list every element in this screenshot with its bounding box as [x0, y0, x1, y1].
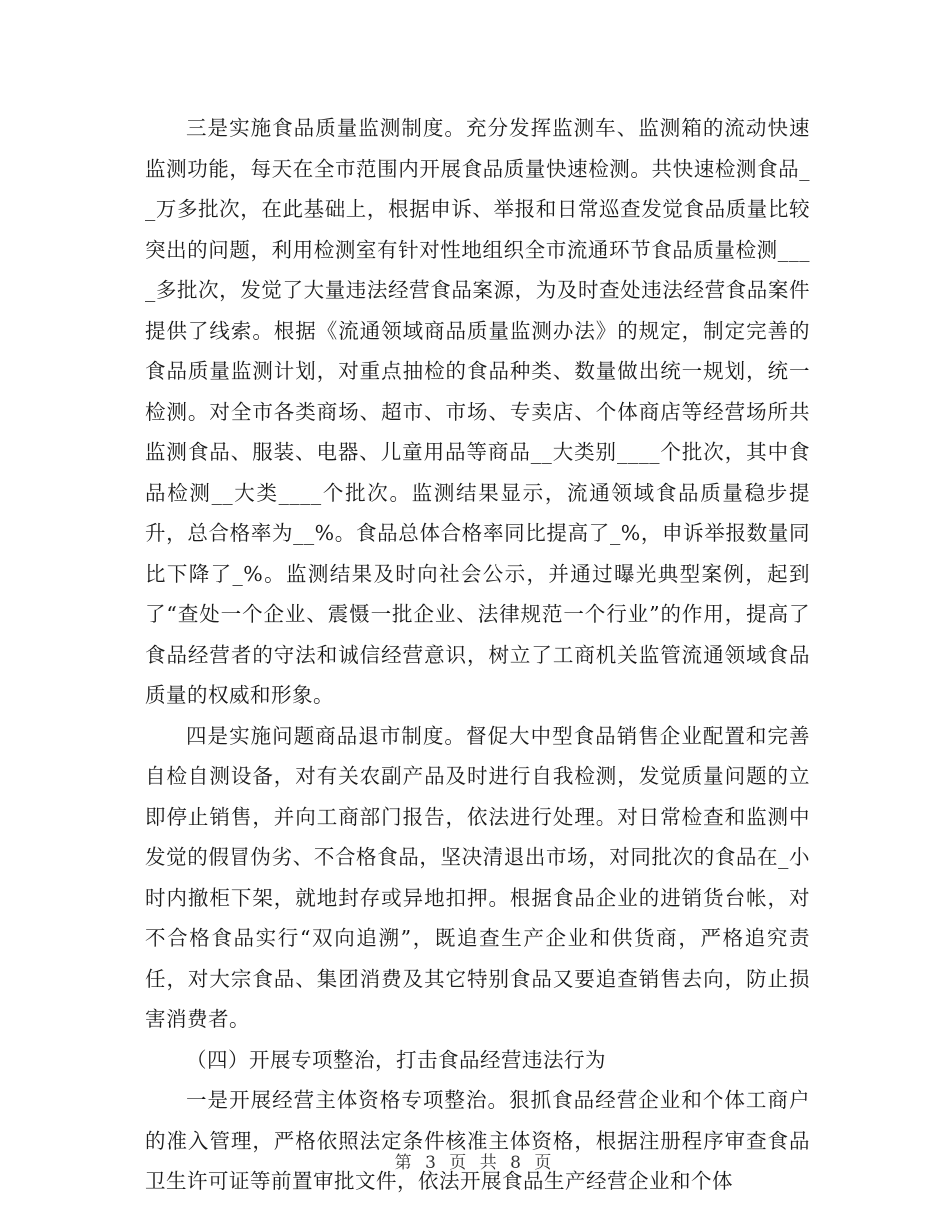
- page-number-footer: 第 3 页 共 8 页: [394, 1153, 556, 1173]
- paragraph-business-qualification: 一是开展经营主体资格专项整治。狠抓食品经营企业和个体工商户的准入管理，严格依照法定条件核准主体资格，根据注册程序审查食品卫生许可证等前置审批文件，依法开展食品生产经营企业和个体: [145, 1088, 810, 1193]
- document-body: [145, 108, 810, 1202]
- section-heading: （四）开展专项整治，打击食品经营违法行为: [186, 1047, 606, 1072]
- paragraph-quality-monitoring: 三是实施食品质量监测制度。充分发挥监测车、监测箱的流动快速监测功能，每天在全市范围内开展食品质量快速检测。共快速检测食品__万多批次，在此基础上，根据申诉、举报和日常巡查发觉食品质量比较突出的问题，利用检测室有针对性地组织全市流通环节食品质量检测____多批次，发觉了大量违法经营食品案源，为及时查处违法经营食品案件提供了线索。根据《流通领域商品质量监测办法》的规定，制定完善的食品质量监测计划，对重点抽检的食品种类、数量做出统一规划，统一检测。对全市各类商场、超市、市场、专卖店、个体商店等经营场所共监测食品、服装、电器、儿童用品等商品__大类别____个批次，其中食品检测__大类____个批次。监测结果显示，流通领域食品质量稳步提升，总合格率为__%。食品总体合格率同比提高了_%，申诉举报数量同比下降了_%。监测结果及时向社会公示，并通过曝光典型案例，起到了“查处一个企业、震慑一批企业、法律规范一个行业”的作用，提高了食品经营者的守法和诚信经营意识，树立了工商机关监管流通领域食品质量的权威和形象。: [145, 116, 810, 707]
- paragraph-product-recall: 四是实施问题商品退市制度。督促大中型食品销售企业配置和完善自检自测设备，对有关农副产品及时进行自我检测，发觉质量问题的立即停止销售，并向工商部门报告，依法进行处理。对日常检查和监测中发觉的假冒伪劣、不合格食品，坚决清退出市场，对同批次的食品在_小时内撤柜下架，就地封存或异地扣押。根据食品企业的进销货台帐，对不合格食品实行“双向追溯”，既追查生产企业和供货商，严格追究责任，对大宗食品、集团消费及其它特别食品又要追查销售去向，防止损害消费者。: [145, 723, 810, 1031]
